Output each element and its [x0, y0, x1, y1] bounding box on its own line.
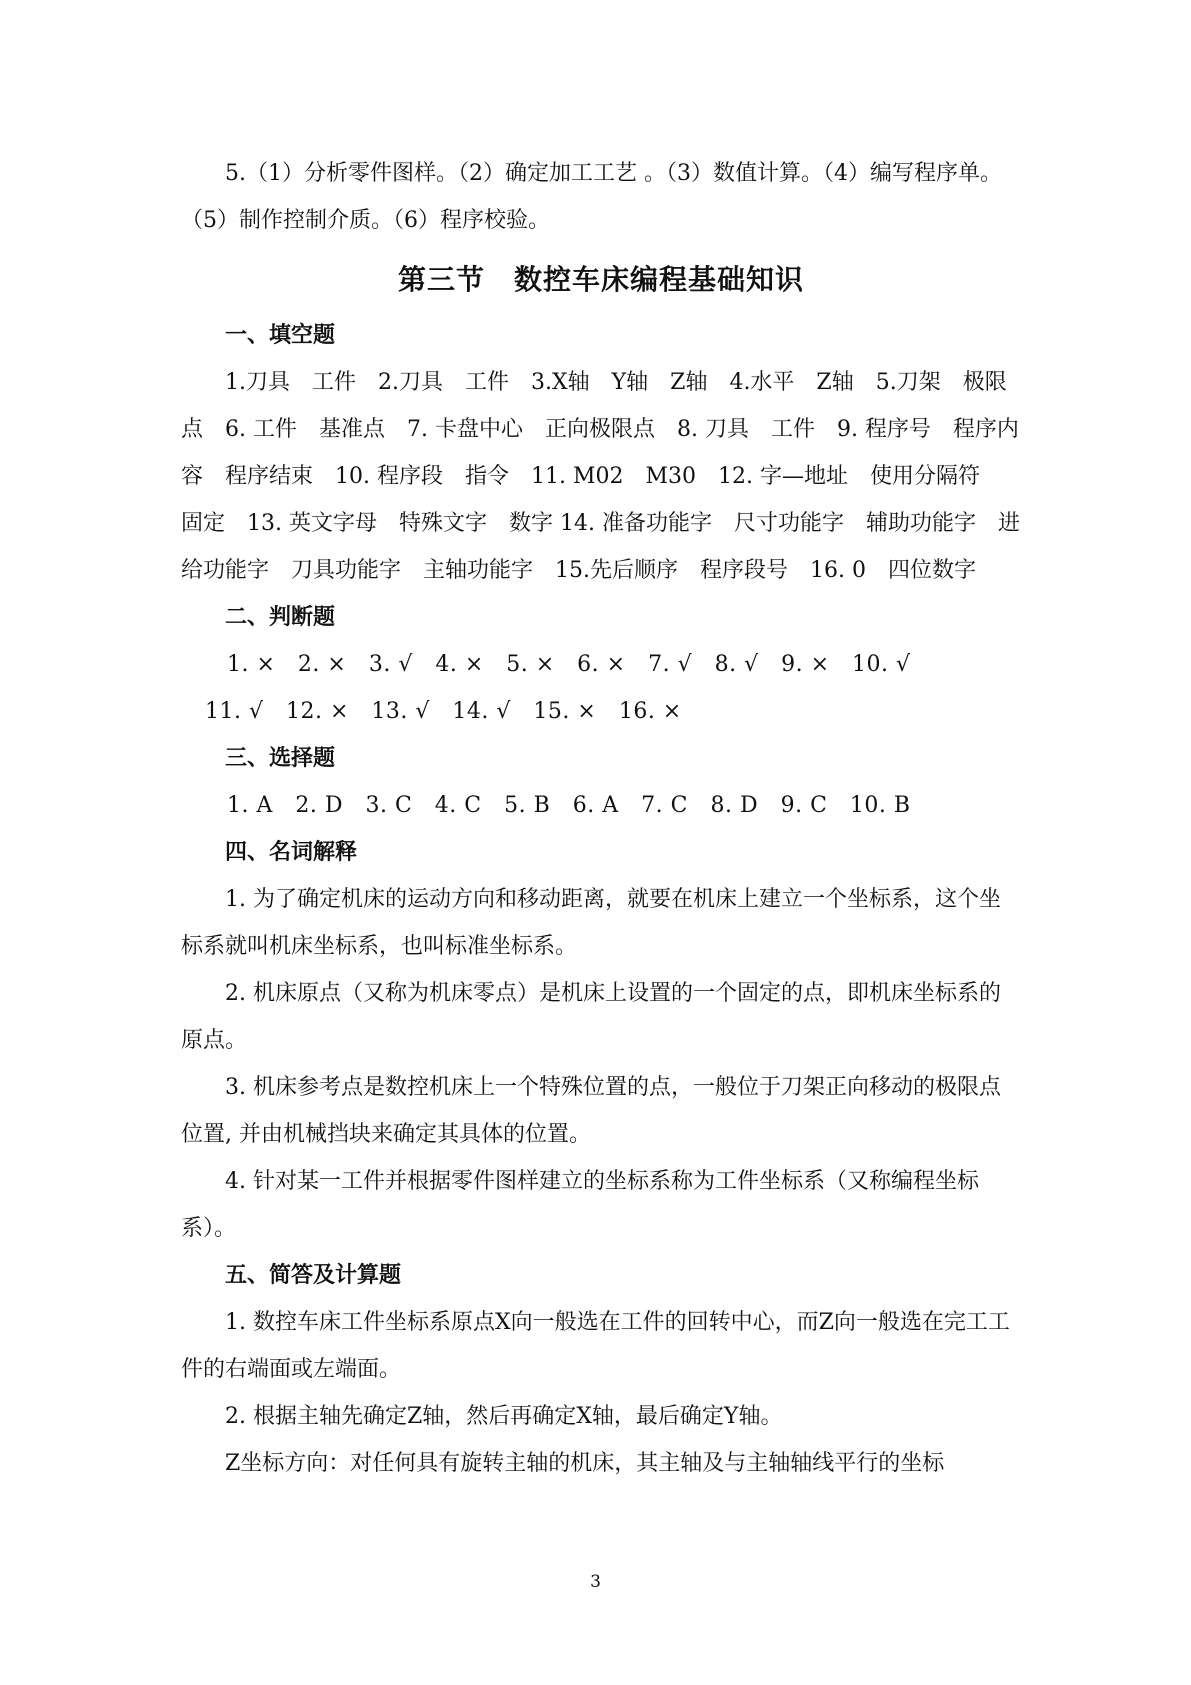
- short-answer-1: 1. 数控车床工件坐标系原点X向一般选在工件的回转中心，而Z向一般选在完工工件的右端面或左端面。: [181, 1310, 1010, 1382]
- short-answer-2: 2. 根据主轴先确定Z轴，然后再确定X轴，最后确定Y轴。: [225, 1404, 783, 1429]
- term-definition-2: 2. 机床原点（又称为机床零点）是机床上设置的一个固定的点，即机床坐标系的原点。: [181, 981, 1001, 1053]
- page-content: [181, 150, 1021, 1487]
- term-definition-3: 3. 机床参考点是数控机床上一个特殊位置的点，一般位于刀架正向移动的极限点位置, 并由机械挡块来确定其具体的位置。: [181, 1075, 1001, 1147]
- true-false-answers-line-1: 1. × 2. × 3. √ 4. × 5. × 6. × 7. √ 8. √ 9. × 10. √: [227, 652, 911, 677]
- heading-multiple-choice: 三、选择题: [225, 746, 336, 771]
- fill-in-answers: 1.刀具 工件 2.刀具 工件 3.X轴 Y轴 Z轴 4.水平 Z轴 5.刀架 极限点 6. 工件 基准点 7. 卡盘中心 正向极限点 8. 刀具 工件 9. 程序号 程序内容 程序结束 10. 程序段 指令 11. M02 M30 12. 字—地址 使用分隔符 固定 13. 英文字母 特殊文字 数字 14. 准备功能字 尺寸功能字 辅助功能字 进给功能字 刀具功能字 主轴功能字 15.先后顺序 程序段号 16. 0 四位数字: [181, 370, 1020, 583]
- multiple-choice-answers: 1. A 2. D 3. C 4. C 5. B 6. A 7. C 8. D 9. C 10. B: [227, 793, 911, 818]
- short-answer-3-start: Z坐标方向：对任何具有旋转主轴的机床，其主轴及与主轴轴线平行的坐标: [225, 1451, 945, 1476]
- heading-short-answers: 五、简答及计算题: [225, 1263, 402, 1288]
- heading-term-definitions: 四、名词解释: [225, 840, 358, 865]
- answer-paragraph-5: 5.（1）分析零件图样。（2）确定加工工艺 。（3）数值计算。（4）编写程序单。（5）制作控制介质。（6）程序校验。: [181, 161, 1002, 233]
- term-definition-4: 4. 针对某一工件并根据零件图样建立的坐标系称为工件坐标系（又称编程坐标系）。: [181, 1169, 979, 1241]
- section-title: 第三节 数控车床编程基础知识: [397, 263, 804, 296]
- heading-fill-in: 一、填空题: [225, 323, 336, 348]
- true-false-answers-line-2: 11. √ 12. × 13. √ 14. √ 15. × 16. ×: [205, 699, 682, 724]
- page-number: 3: [590, 1572, 601, 1592]
- heading-true-false: 二、判断题: [225, 605, 336, 630]
- term-definition-1: 1. 为了确定机床的运动方向和移动距离，就要在机床上建立一个坐标系，这个坐标系就叫机床坐标系，也叫标准坐标系。: [181, 887, 1001, 959]
